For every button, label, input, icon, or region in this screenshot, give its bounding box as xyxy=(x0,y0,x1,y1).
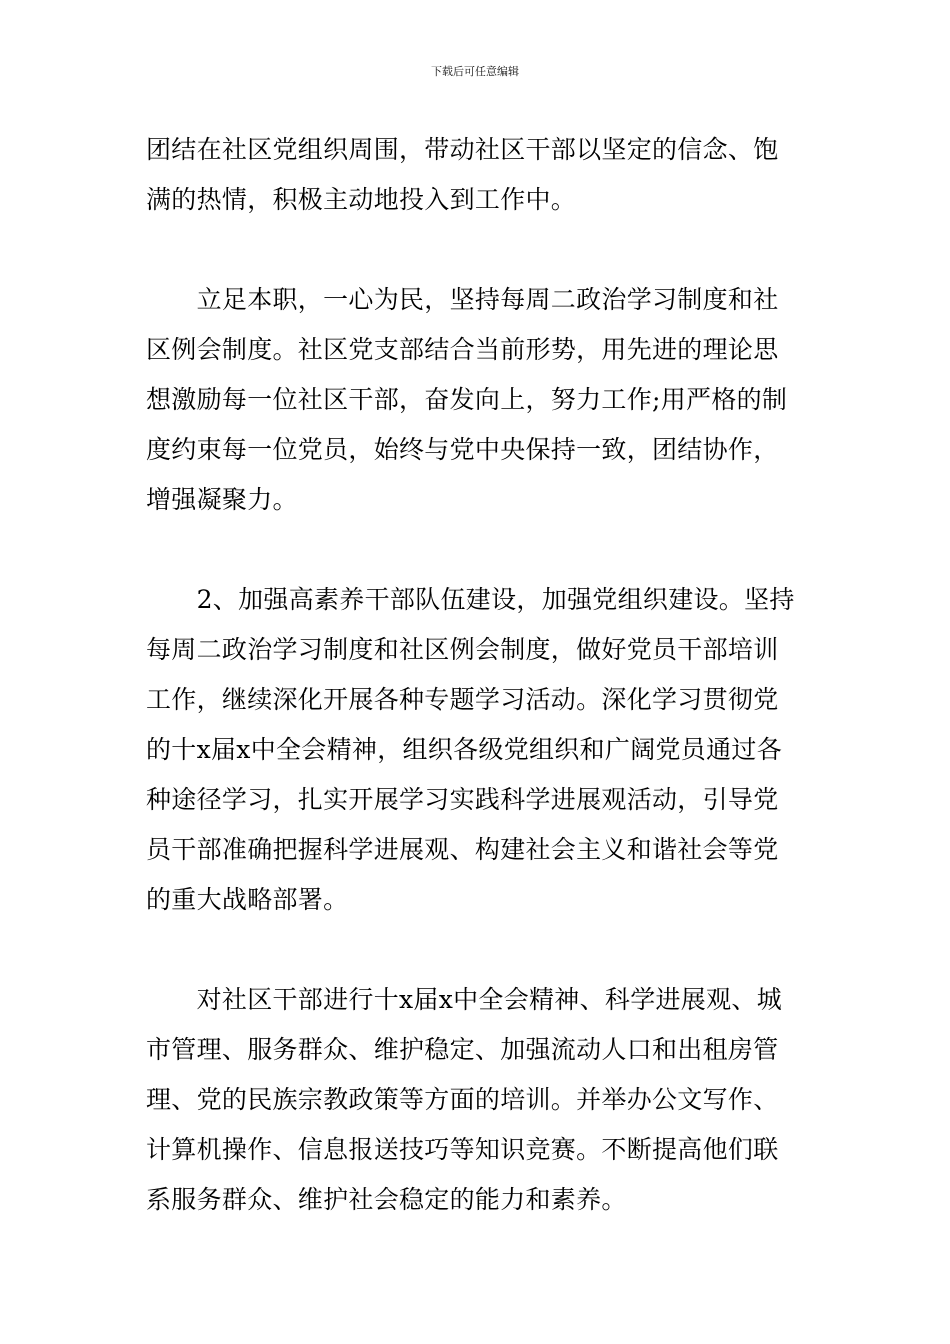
paragraph-3-line-4: 的十x届x中全会精神，组织各级党组织和广阔党员通过各 xyxy=(146,735,783,764)
paragraph-4-line-1: 对社区干部进行十x届x中全会精神、科学进展观、城 xyxy=(146,985,783,1014)
paragraph-3-line-7: 的重大战略部署。 xyxy=(146,885,349,914)
paragraph-4-line-2: 市管理、服务群众、维护稳定、加强流动人口和出租房管 xyxy=(146,1035,779,1064)
paragraph-3-line-5: 种途径学习，扎实开展学习实践科学进展观活动，引导党 xyxy=(146,785,779,814)
paragraph-2-line-5: 增强凝聚力。 xyxy=(146,485,298,514)
page-header: 下载后可任意编辑 xyxy=(431,65,519,78)
paragraph-1-line-2: 满的热情，积极主动地投入到工作中。 xyxy=(146,185,577,214)
paragraph-4-line-4: 计算机操作、信息报送技巧等知识竞赛。不断提高他们联 xyxy=(146,1135,779,1164)
paragraph-2-line-3: 想激励每一位社区干部，奋发向上，努力工作;用严格的制 xyxy=(146,385,788,414)
paragraph-2-line-1: 立足本职，一心为民，坚持每周二政治学习制度和社 xyxy=(146,285,779,314)
paragraph-3-line-2: 每周二政治学习制度和社区例会制度，做好党员干部培训 xyxy=(146,635,779,664)
paragraph-4-line-3: 理、党的民族宗教政策等方面的培训。并举办公文写作、 xyxy=(146,1085,779,1114)
paragraph-3-line-1: 2、加强高素养干部队伍建设，加强党组织建设。坚持 xyxy=(146,585,795,614)
paragraph-2-line-4: 度约束每一位党员，始终与党中央保持一致，团结协作， xyxy=(146,435,779,464)
paragraph-4-line-5: 系服务群众、维护社会稳定的能力和素养。 xyxy=(146,1185,627,1214)
paragraph-3-line-3: 工作，继续深化开展各种专题学习活动。深化学习贯彻党 xyxy=(146,685,779,714)
paragraph-1-line-1: 团结在社区党组织周围，带动社区干部以坚定的信念、饱 xyxy=(146,135,779,164)
paragraph-3-line-6: 员干部准确把握科学进展观、构建社会主义和谐社会等党 xyxy=(146,835,779,864)
paragraph-2-line-2: 区例会制度。社区党支部结合当前形势，用先进的理论思 xyxy=(146,335,779,364)
